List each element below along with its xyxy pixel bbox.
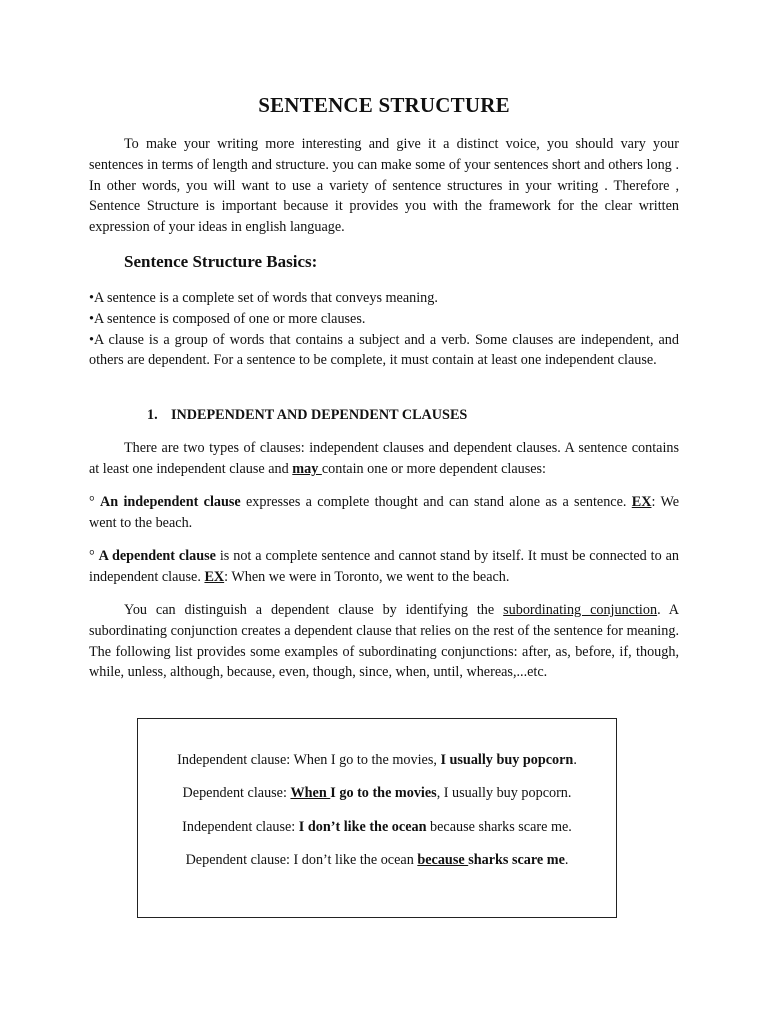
bullet-icon: • xyxy=(89,331,94,348)
example-line: Independent clause: I don’t like the ocean because sharks scare me. xyxy=(182,819,572,835)
degree-icon: ° xyxy=(89,494,95,510)
emphasis-may: may xyxy=(292,460,322,477)
bullet-icon: • xyxy=(89,310,94,327)
example-line: Dependent clause: I don’t like the ocean because sharks scare me. xyxy=(185,852,569,868)
example-line: Dependent clause: When I go to the movies, I usually buy popcorn. xyxy=(182,785,572,801)
list-item: •A sentence is composed of one or more clauses. xyxy=(89,310,366,327)
clauses-paragraph: There are two types of clauses: independent clauses and dependent clauses. A sentence contains at least one independent clause and may contain one or more dependent clauses: xyxy=(89,440,679,477)
subordinating-paragraph: You can distinguish a dependent clause by identifying the subordinating conjunction. A subordinating conjunction creates a dependent clause that relies on the rest of the sentence for meaning. The following list provides some examples of subordinating conjunctions: after, as, before, if, though, while, unless, although, because, even, though, since, when, until, whereas,...etc. xyxy=(89,602,679,681)
example-line: Independent clause: When I go to the movies, I usually buy popcorn. xyxy=(177,752,577,768)
basics-heading: Sentence Structure Basics: xyxy=(124,252,318,271)
basics-list xyxy=(89,288,679,371)
subordinating-conjunction-term: subordinating conjunction xyxy=(503,602,658,618)
independent-definition: ° An independent clause expresses a complete thought and can stand alone as a sentence. EX: We went to the beach. xyxy=(89,494,680,531)
intro-paragraph: To make your writing more interesting and give it a distinct voice, you should vary your sentences in terms of length and structure. you can make some of your sentences short and others long . In other words, you will want to use a variety of sentence structures in your writing . Therefore , Sentence Structure is important because it provides you with the framework for the clear written expression of your ideas in english language. xyxy=(89,136,679,236)
examples-box xyxy=(137,718,617,918)
section-heading: 1. INDEPENDENT AND DEPENDENT CLAUSES xyxy=(147,407,468,423)
page-title: SENTENCE STRUCTURE xyxy=(258,93,510,117)
bullet-icon: • xyxy=(89,290,94,306)
dependent-definition: ° A dependent clause is not a complete sentence and cannot stand by itself. It must be connected to an independent clause. EX: When we were in Toronto, we went to the beach. xyxy=(89,548,679,585)
list-item: •A sentence is a complete set of words that conveys meaning. xyxy=(89,290,438,306)
list-item: •A clause is a group of words that contains a subject and a verb. Some clauses are independent, and others are dependent. For a sentence to be complete, it must contain at least one independent clause. xyxy=(89,331,679,369)
section-number: 1. xyxy=(147,407,158,423)
degree-icon: ° xyxy=(89,548,95,564)
